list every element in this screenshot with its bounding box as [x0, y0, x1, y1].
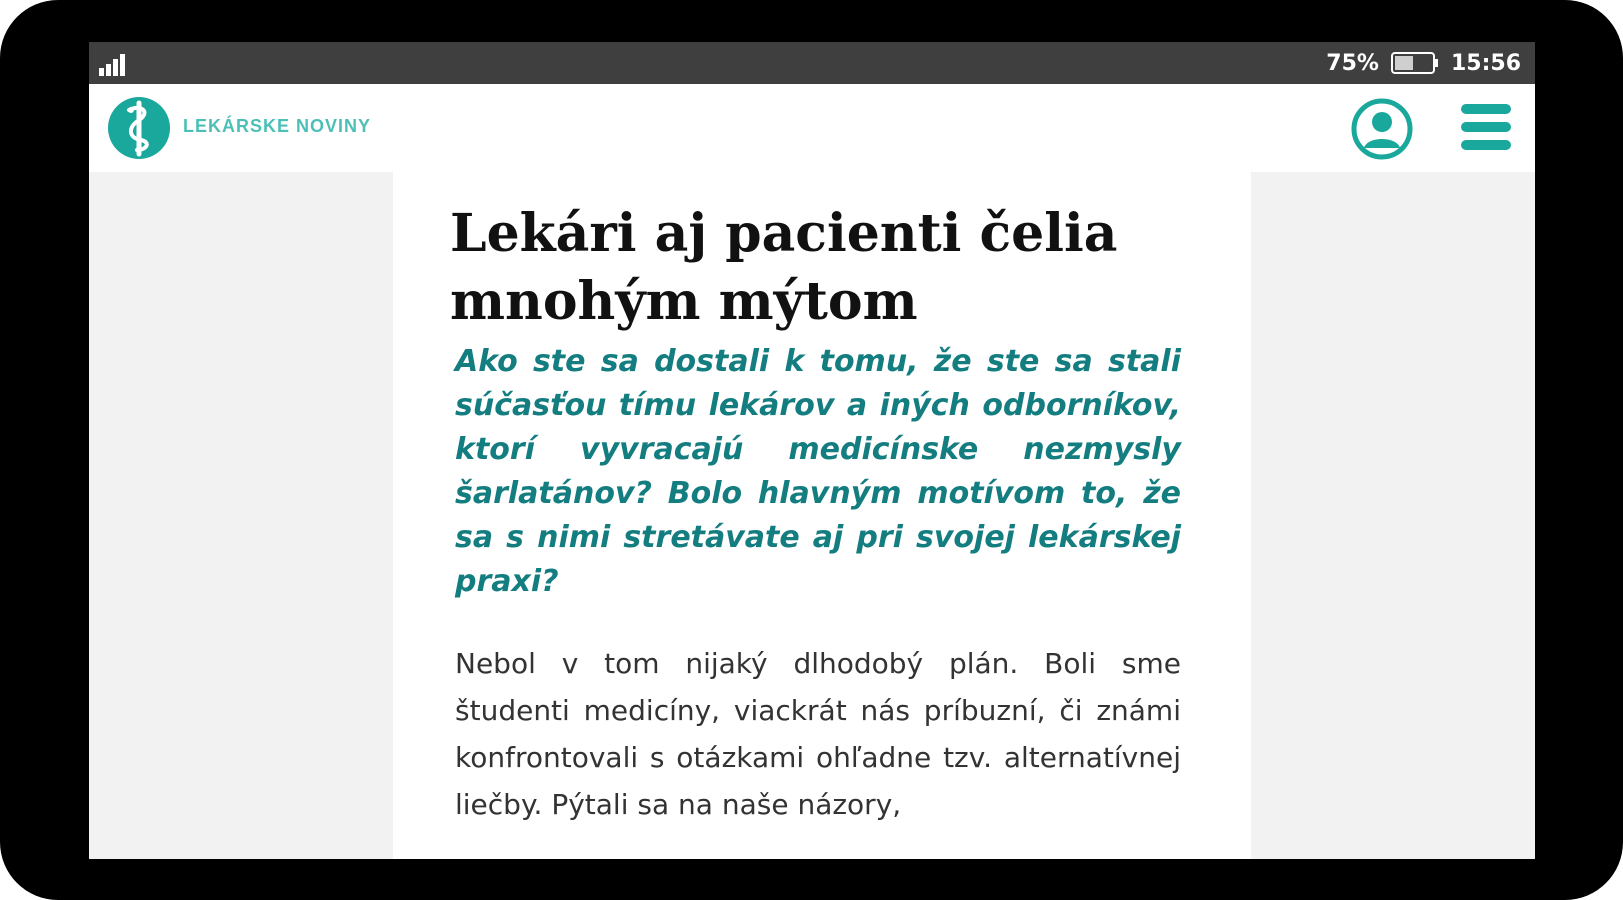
- signal-strength-icon: [99, 52, 129, 76]
- status-bar: [89, 42, 1535, 84]
- article-content: [393, 172, 1251, 859]
- user-icon[interactable]: [1351, 98, 1413, 160]
- device-screen: [89, 42, 1535, 859]
- status-indicators: [1326, 42, 1521, 84]
- battery-percent: 75%: [1326, 50, 1379, 76]
- article-lead: Ako ste sa dostali k tomu, že ste sa stali súčasťou tímu lekárov a iných odborníkov, ktorí vyvracajú medicínske nezmysly šarlatánov? Bolo hlavným motívom to, že sa s nimi stretávate aj pri svojej lekárskej praxi?: [455, 344, 1181, 599]
- app-header: [89, 84, 1535, 172]
- hamburger-menu-icon[interactable]: [1459, 100, 1515, 156]
- clock: 15:56: [1450, 50, 1521, 76]
- article-title: Lekári aj pacienti čelia mnohým mýtom: [450, 203, 1118, 332]
- site-logo-text[interactable]: LEKÁRSKE NOVINY: [183, 116, 372, 136]
- staff-of-aesculapius-icon[interactable]: [107, 96, 171, 160]
- article-body: Nebol v tom nijaký dlhodobý plán. Boli sme študenti medicíny, viackrát nás príbuzní, či známi konfrontovali s otázkami ohľadne tzv. alternatívnej liečby. Pýtali sa na naše názory,: [455, 647, 1181, 821]
- battery-icon: [1391, 52, 1439, 74]
